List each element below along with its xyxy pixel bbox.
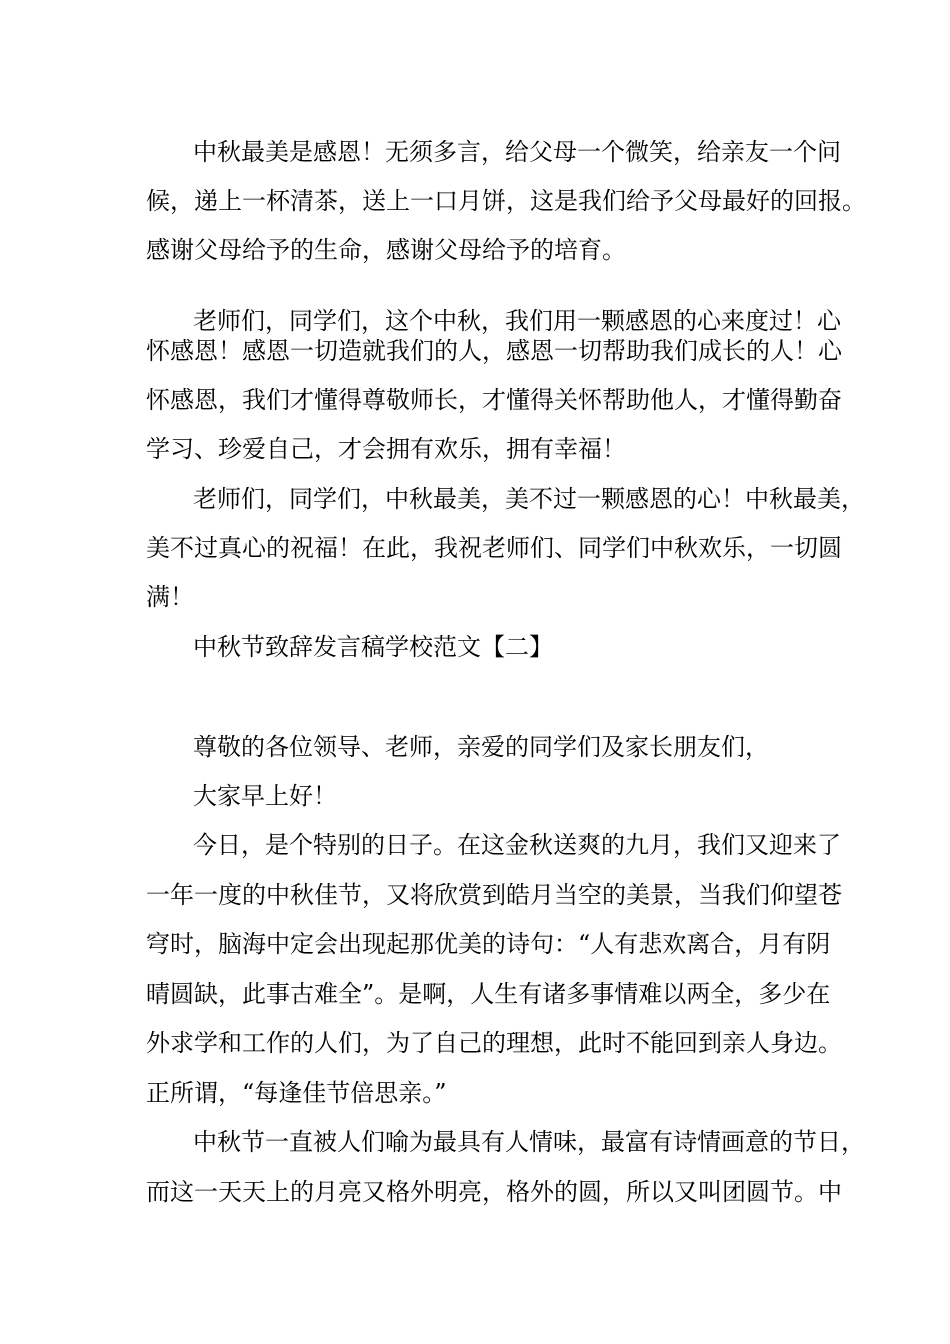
- section-title: 中秋节致辞发言稿学校范文【二】: [193, 633, 553, 661]
- text-line: 老师们，同学们，中秋最美，美不过一颗感恩的心！中秋最美，: [193, 485, 865, 513]
- text-line: 候，递上一杯清茶，送上一口月饼，这是我们给予父母最好的回报。: [146, 187, 866, 215]
- text-line: 中秋节一直被人们喻为最具有人情味，最富有诗情画意的节日，: [193, 1128, 865, 1156]
- text-line: 怀感恩，我们才懂得尊敬师长，才懂得关怀帮助他人，才懂得勤奋: [146, 386, 842, 414]
- text-line: 满！: [146, 583, 194, 611]
- salutation: 尊敬的各位领导、老师，亲爱的同学们及家长朋友们，: [193, 733, 769, 761]
- text-line: 穹时，脑海中定会出现起那优美的诗句：“人有悲欢离合，月有阴: [146, 930, 831, 958]
- text-line: 外求学和工作的人们，为了自己的理想，此时不能回到亲人身边。: [146, 1029, 842, 1057]
- text-line: 一年一度的中秋佳节，又将欣赏到皓月当空的美景，当我们仰望苍: [146, 881, 842, 909]
- text-line: 正所谓，“每逢佳节倍思亲。”: [146, 1079, 447, 1107]
- text-line: 学习、珍爱自己，才会拥有欢乐，拥有幸福！: [146, 435, 626, 463]
- text-line: 老师们，同学们，这个中秋，我们用一颗感恩的心来度过！心: [193, 307, 841, 335]
- text-line: 感谢父母给予的生命，感谢父母给予的培育。: [146, 236, 626, 264]
- text-line: 晴圆缺，此事古难全”。是啊，人生有诸多事情难以两全，多少在: [146, 980, 831, 1008]
- text-line: 今日，是个特别的日子。在这金秋送爽的九月，我们又迎来了: [193, 831, 841, 859]
- greeting: 大家早上好！: [193, 782, 337, 810]
- text-line: 怀感恩！感恩一切造就我们的人，感恩一切帮助我们成长的人！心: [146, 337, 842, 365]
- text-line: 中秋最美是感恩！无须多言，给父母一个微笑，给亲友一个问: [193, 138, 841, 166]
- text-line: 美不过真心的祝福！在此，我祝老师们、同学们中秋欢乐，一切圆: [146, 534, 842, 562]
- text-line: 而这一天天上的月亮又格外明亮，格外的圆，所以又叫团圆节。中: [146, 1178, 842, 1206]
